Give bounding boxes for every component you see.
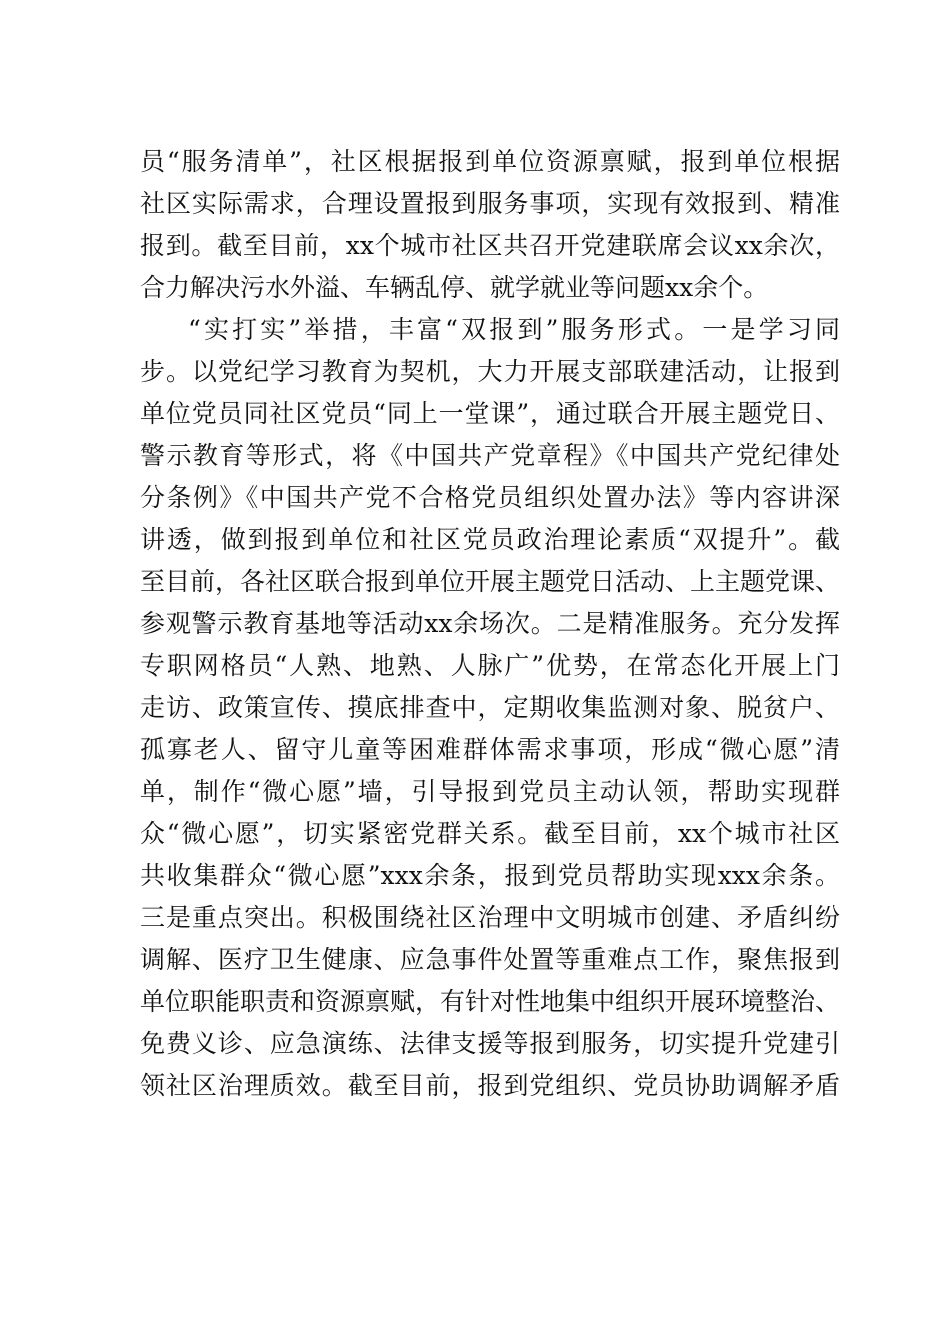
text-line: 单位职能职责和资源禀赋，有针对性地集中组织开展环境整治、	[140, 987, 841, 1016]
text-line: 众“微心愿”，切实紧密党群关系。截至目前，xx个城市社区	[140, 819, 840, 848]
text-line: 警示教育等形式，将《中国共产党章程》《中国共产党纪律处	[140, 441, 840, 470]
text-line: 讲透，做到报到单位和社区党员政治理论素质“双提升”。截	[140, 525, 840, 554]
body-text	[140, 141, 840, 1107]
text-line: 专职网格员“人熟、地熟、人脉广”优势，在常态化开展上门	[140, 651, 840, 680]
text-line: 免费义诊、应急演练、法律支援等报到服务，切实提升党建引	[140, 1029, 840, 1058]
text-line: 单，制作“微心愿”墙，引导报到党员主动认领，帮助实现群	[140, 777, 840, 806]
paragraph-start-line: “实打实”举措，丰富“双报到”服务形式。一是学习同	[188, 315, 840, 344]
text-line: 报到。截至目前，xx个城市社区共召开党建联席会议xx余次，	[140, 231, 840, 260]
text-line: 社区实际需求，合理设置报到服务事项，实现有效报到、精准	[140, 189, 840, 218]
text-line: 分条例》《中国共产党不合格党员组织处置办法》等内容讲深	[140, 483, 840, 512]
text-line: 调解、医疗卫生健康、应急事件处置等重难点工作，聚焦报到	[140, 945, 840, 974]
text-line: 领社区治理质效。截至目前，报到党组织、党员协助调解矛盾	[140, 1071, 840, 1100]
text-line: 走访、政策宣传、摸底排查中，定期收集监测对象、脱贫户、	[140, 693, 840, 722]
text-line: 单位党员同社区党员“同上一堂课”，通过联合开展主题党日、	[140, 399, 840, 428]
text-line: 共收集群众“微心愿”xxx余条，报到党员帮助实现xxx余条。	[140, 861, 840, 890]
text-line: 员“服务清单”，社区根据报到单位资源禀赋，报到单位根据	[140, 147, 840, 176]
text-line: 三是重点突出。积极围绕社区治理中文明城市创建、矛盾纠纷	[140, 903, 840, 932]
text-line: 至目前，各社区联合报到单位开展主题党日活动、上主题党课、	[140, 567, 841, 596]
text-line: 孤寡老人、留守儿童等困难群体需求事项，形成“微心愿”清	[140, 735, 840, 764]
text-line: 步。以党纪学习教育为契机，大力开展支部联建活动，让报到	[140, 357, 840, 386]
text-line: 参观警示教育基地等活动xx余场次。二是精准服务。充分发挥	[140, 609, 840, 638]
text-line: 合力解决污水外溢、车辆乱停、就学就业等问题xx余个。	[140, 273, 769, 302]
